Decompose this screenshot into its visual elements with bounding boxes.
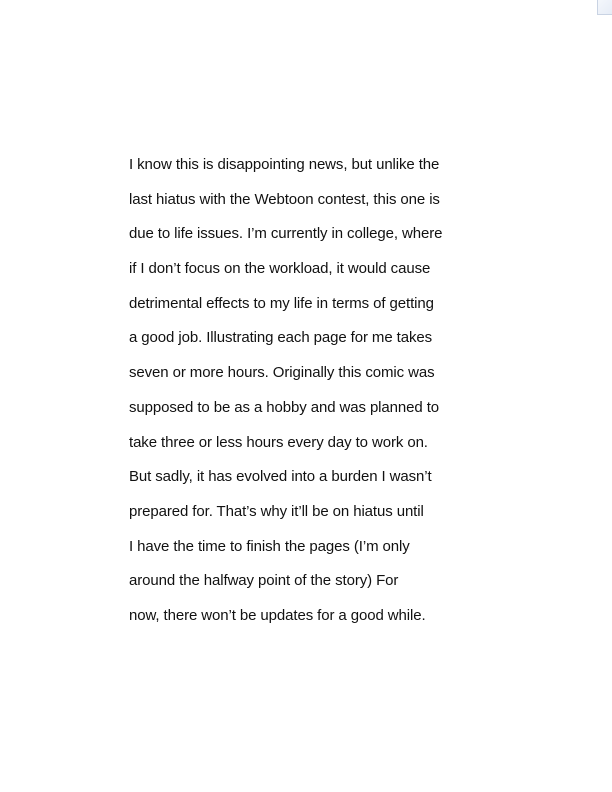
body-text	[129, 148, 509, 634]
text-line: around the halfway point of the story) For	[129, 572, 399, 590]
text-line: a good job. Illustrating each page for me takes	[129, 329, 432, 347]
text-line: detrimental effects to my life in terms of getting	[129, 294, 434, 312]
page-corner-marker	[597, 0, 612, 15]
text-line: supposed to be as a hobby and was planned to	[129, 398, 440, 416]
text-line: now, there won’t be updates for a good while.	[129, 606, 426, 624]
text-line: if I don’t focus on the workload, it would cause	[129, 260, 431, 278]
text-line: last hiatus with the Webtoon contest, this one is	[129, 190, 440, 208]
text-line: due to life issues. I’m currently in college, where	[129, 225, 443, 243]
text-line: I know this is disappointing news, but unlike the	[129, 156, 440, 173]
text-line: But sadly, it has evolved into a burden I wasn’t	[129, 468, 432, 486]
text-line: seven or more hours. Originally this comic was	[129, 364, 435, 382]
text-line: take three or less hours every day to work on.	[129, 433, 428, 451]
text-line: prepared for. That’s why it’ll be on hiatus until	[129, 502, 424, 520]
text-line: I have the time to finish the pages (I’m only	[129, 537, 410, 555]
